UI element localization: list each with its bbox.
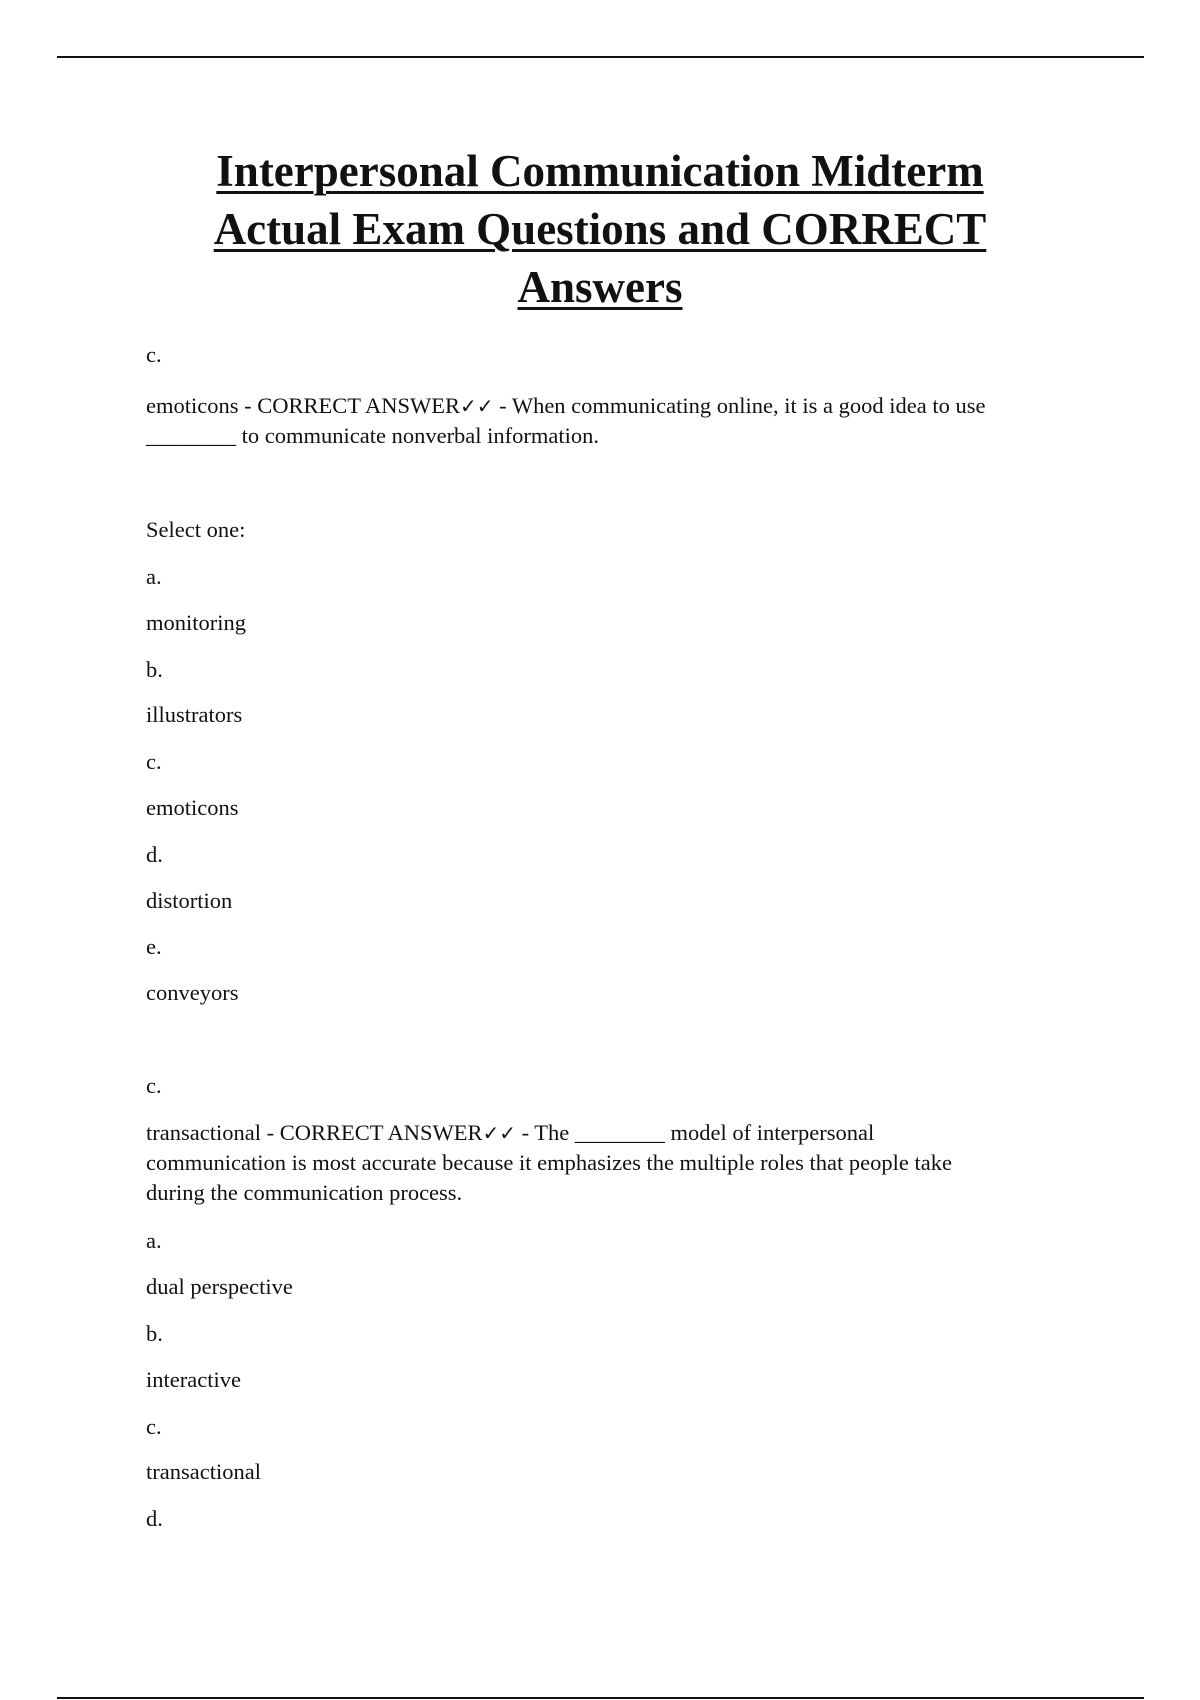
option-letter: c. bbox=[146, 1414, 162, 1439]
question-text: - When communicating online, it is a good idea to use bbox=[499, 393, 986, 418]
question-text-line-2: communication is most accurate because it emphasizes the multiple roles that people take bbox=[146, 1150, 952, 1175]
option-text: distortion bbox=[146, 888, 233, 913]
title-line-1: Interpersonal Communication Midterm bbox=[216, 146, 984, 196]
top-rule bbox=[57, 56, 1144, 58]
option-letter: b. bbox=[146, 657, 163, 682]
answer-letter: c. bbox=[146, 1073, 162, 1098]
select-one-prompt: Select one: bbox=[146, 517, 246, 542]
title-line-3: Answers bbox=[517, 262, 683, 312]
question-text-line-3: during the communication process. bbox=[146, 1180, 463, 1205]
option-letter: a. bbox=[146, 564, 162, 589]
option-text: monitoring bbox=[146, 610, 246, 635]
option-letter: d. bbox=[146, 842, 163, 867]
bottom-rule bbox=[57, 1697, 1144, 1699]
option-letter: c. bbox=[146, 749, 162, 774]
document-title bbox=[80, 142, 1120, 316]
option-text: dual perspective bbox=[146, 1274, 293, 1299]
answer-term: emoticons bbox=[146, 393, 239, 418]
option-text: emoticons bbox=[146, 795, 239, 820]
option-letter: e. bbox=[146, 934, 162, 959]
title-line-2: Actual Exam Questions and CORRECT bbox=[213, 204, 987, 254]
question-text: - The ________ model of interpersonal bbox=[521, 1120, 875, 1145]
option-text: interactive bbox=[146, 1367, 241, 1392]
answer-term: transactional bbox=[146, 1120, 261, 1145]
correct-answer-label: CORRECT ANSWER bbox=[279, 1120, 483, 1145]
option-text: transactional bbox=[146, 1459, 261, 1484]
option-text: illustrators bbox=[146, 702, 243, 727]
check-marks-icon: ✓✓ bbox=[459, 394, 494, 418]
question-1: emoticons - CORRECT ANSWER✓✓ - When communicating online, it is a good idea to use ________ to communicate nonverbal information. bbox=[146, 391, 1066, 451]
option-letter: b. bbox=[146, 1321, 163, 1346]
question-text-line-2: ________ to communicate nonverbal information. bbox=[146, 423, 600, 448]
leading-option-letter: c. bbox=[146, 342, 162, 367]
check-marks-icon: ✓✓ bbox=[482, 1121, 516, 1145]
option-letter: d. bbox=[146, 1506, 163, 1531]
correct-answer-label: CORRECT ANSWER bbox=[257, 393, 460, 418]
option-letter: a. bbox=[146, 1228, 162, 1253]
question-2: transactional - CORRECT ANSWER✓✓ - The ________ model of interpersonal communication is most accurate because it emphasizes the multiple roles that people take during the communication process. bbox=[146, 1118, 1066, 1208]
option-text: conveyors bbox=[146, 980, 239, 1005]
